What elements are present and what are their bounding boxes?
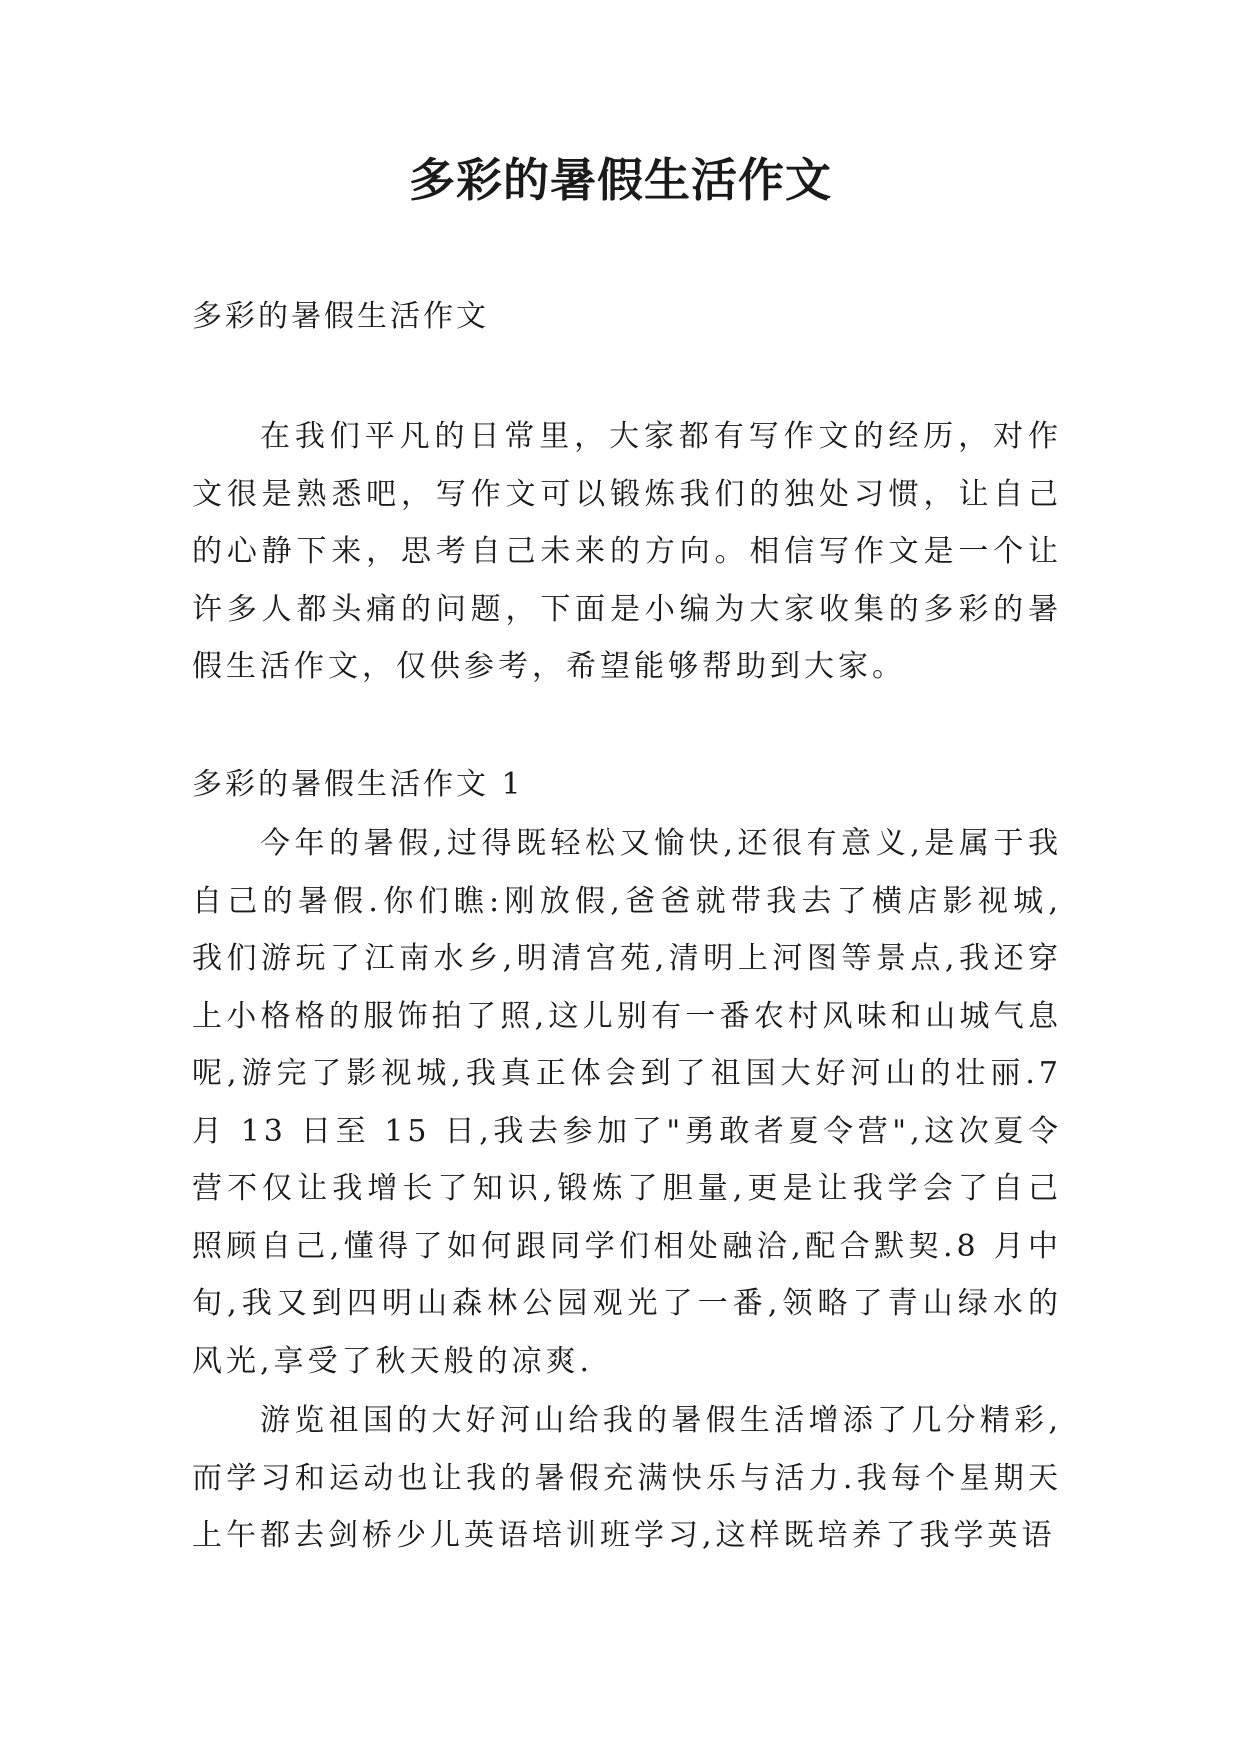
document-subtitle: 多彩的暑假生活作文 <box>192 299 489 334</box>
essay-1-paragraph-1: 今年的暑假,过得既轻松又愉快,还很有意义,是属于我自己的暑假.你们瞧:刚放假,爸爸就带我去了横店影视城,我们游玩了江南水乡,明清宫苑,清明上河图等景点,我还穿上小格格的服饰拍了照,这儿别有一番农村风味和山城气息呢,游完了影视城,我真正体会到了祖国大好河山的壮丽.7 月 13 日至 15 日,我去参加了"勇敢者夏令营",这次夏令营不仅让我增长了知识,锻炼了胆量,更是让我学会了自己照顾自己,懂得了如何跟同学们相处融洽,配合默契.8 月中旬,我又到四明山森林公园观光了一番,领略了青山绿水的风光,享受了秋天般的凉爽. <box>192 826 1062 1379</box>
intro-paragraph: 在我们平凡的日常里，大家都有写作文的经历，对作文很是熟悉吧，写作文可以锻炼我们的独处习惯，让自己的心静下来，思考自己未来的方向。相信写作文是一个让许多人都头痛的问题，下面是小编为大家收集的多彩的暑假生活作文，仅供参考，希望能够帮助到大家。 <box>192 419 1062 684</box>
document-title: 多彩的暑假生活作文 <box>409 153 832 207</box>
essay-1-heading: 多彩的暑假生活作文 1 <box>192 767 524 802</box>
essay-1-paragraph-2: 游览祖国的大好河山给我的暑假生活增添了几分精彩,而学习和运动也让我的暑假充满快乐与活力.我每个星期天上午都去剑桥少儿英语培训班学习,这样既培养了我学英语 <box>192 1403 1062 1553</box>
